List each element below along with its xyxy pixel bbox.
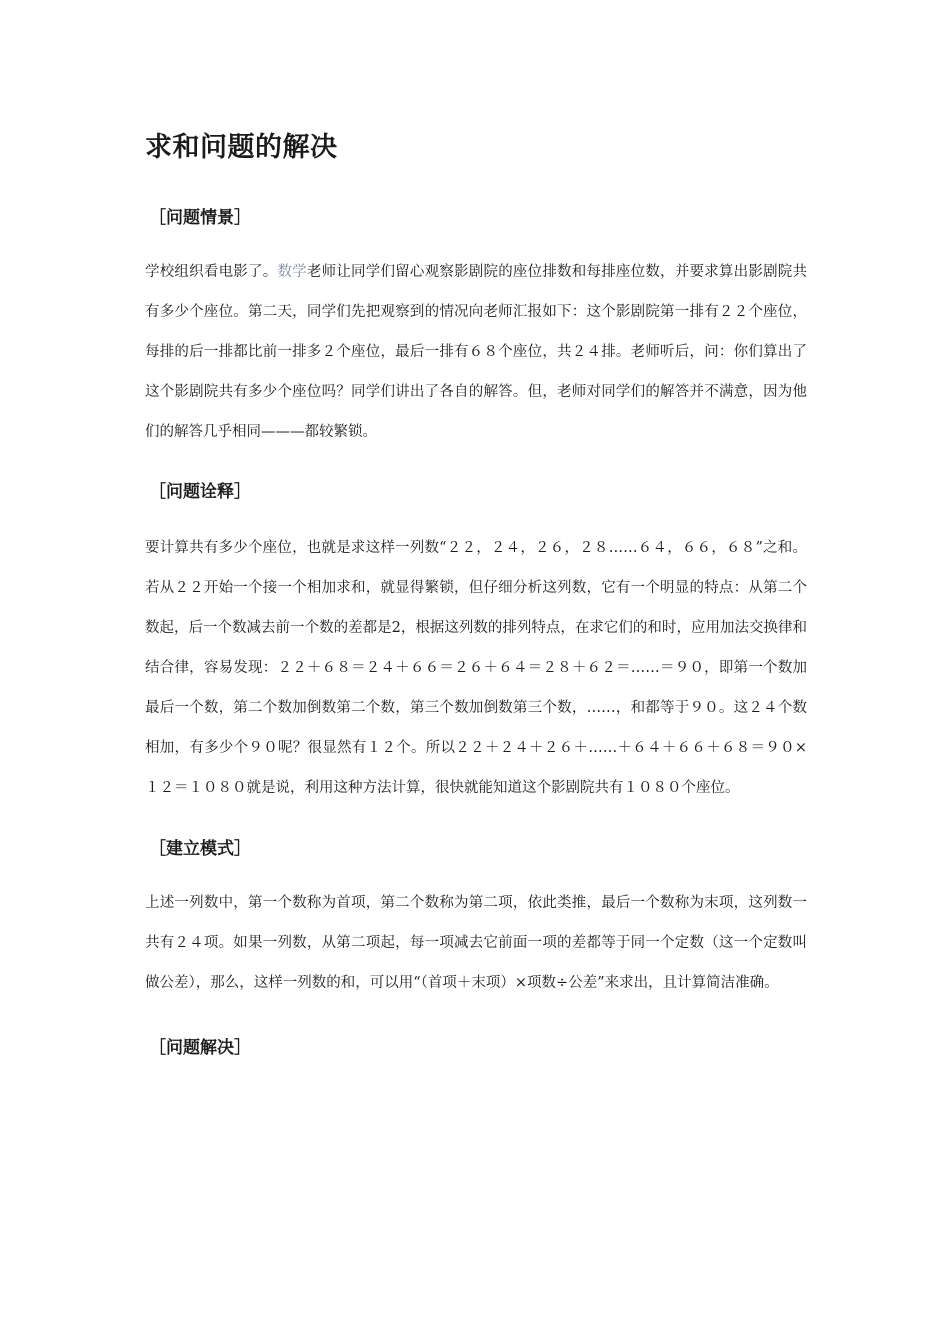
section-paragraph-problem-explanation: 要计算共有多少个座位，也就是求这样一列数“２２，２４，２６，２８……６４，６６，６８”之和。若从２２开始一个接一个相加求和，就显得繁锁，但仔细分析这列数，它有一个明显的特点：从第二个数起，后一个数减去前一个数的差都是2，根据这列数的排列特点，在求它们的和时，应用加法交换律和结合律，容易发现：２２＋６８＝２４＋６６＝２６＋６４＝２８＋６２＝……＝９０，即第一个数加最后一个数，第二个数加倒数第二个数，第三个数加倒数第三个数，……，和都等于９０。这２４个数相加，有多少个９０呢？很显然有１２个。所以２２＋２４＋２６＋……＋６４＋６６＋６８＝９０×１２＝１０８０就是说，利用这种方法计算，很快就能知道这个影剧院共有１０８０个座位。 (145, 540, 807, 796)
document-title: 求和问题的解决 (145, 132, 338, 163)
section-heading-problem-explanation: ［问题诠释］ (149, 482, 251, 502)
document-page (145, 128, 807, 1061)
section-heading-build-model: ［建立模式］ (149, 839, 251, 859)
section-heading-problem-solving: ［问题解决］ (149, 1038, 251, 1058)
section-paragraph-build-model: 上述一列数中，第一个数称为首项，第二个数称为第二项，依此类推，最后一个数称为末项，这列数一共有２４项。如果一列数，从第二项起，每一项减去它前面一项的差都等于同一个定数（这一个定数叫做公差），那么，这样一列数的和，可以用“（首项＋末项）×项数÷公差”来求出，且计算简洁准确。 (145, 895, 807, 991)
section-heading-problem-scenario: ［问题情景］ (149, 208, 251, 228)
section-paragraph-problem-scenario (145, 252, 807, 452)
math-link[interactable]: 数学 (277, 264, 307, 280)
paragraph-text: 学校组织看电影了。 (145, 264, 278, 280)
paragraph-text: 老师让同学们留心观察影剧院的座位排数和每排座位数，并要求算出影剧院共有多少个座位。第二天，同学们先把观察到的情况向老师汇报如下：这个影剧院第一排有２２个座位，每排的后一排都比前一排多２个座位，最后一排有６８个座位，共２４排。老师听后，问：你们算出了这个影剧院共有多少个座位吗？同学们讲出了各自的解答。但，老师对同学们的解答并不满意，因为他们的解答几乎相同———都较繁锁。 (145, 264, 808, 440)
